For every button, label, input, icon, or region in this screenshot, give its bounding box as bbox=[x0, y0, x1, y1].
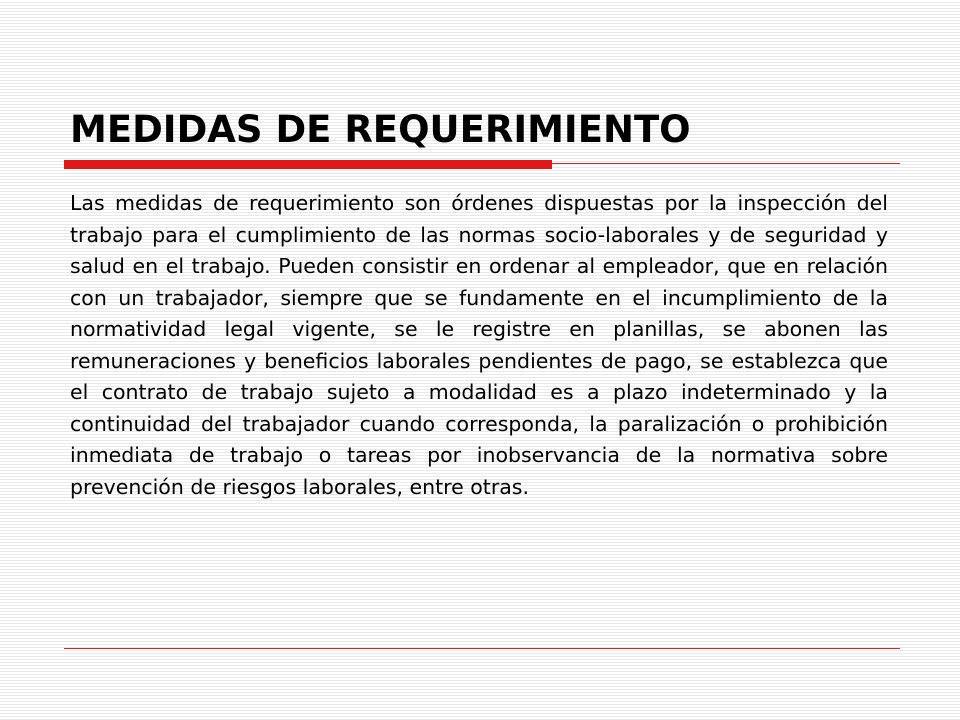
title-underline-accent bbox=[64, 160, 552, 169]
bottom-rule bbox=[64, 648, 900, 649]
slide-body-text: Las medidas de requerimiento son órdenes dispuestas por la inspección del trabajo para el cumplimiento de las normas socio-laborales y de seguridad y salud en el trabajo. Pueden consistir en ordenar al empleador, que en relación con un trabajador, siempre que se fundamente en el incumplimiento de la normatividad legal vigente, se le registre en planillas, se abonen las remuneraciones y beneficios laborales pendientes de pago, se establezca que el contrato de trabajo sujeto a modalidad es a plazo indeterminado y la continuidad del trabajador cuando corresponda, la paralización o prohibición inmediata de trabajo o tareas por inobservancia de la normativa sobre prevención de riesgos laborales, entre otras. bbox=[70, 191, 888, 499]
slide-title: MEDIDAS DE REQUERIMIENTO bbox=[70, 108, 691, 151]
